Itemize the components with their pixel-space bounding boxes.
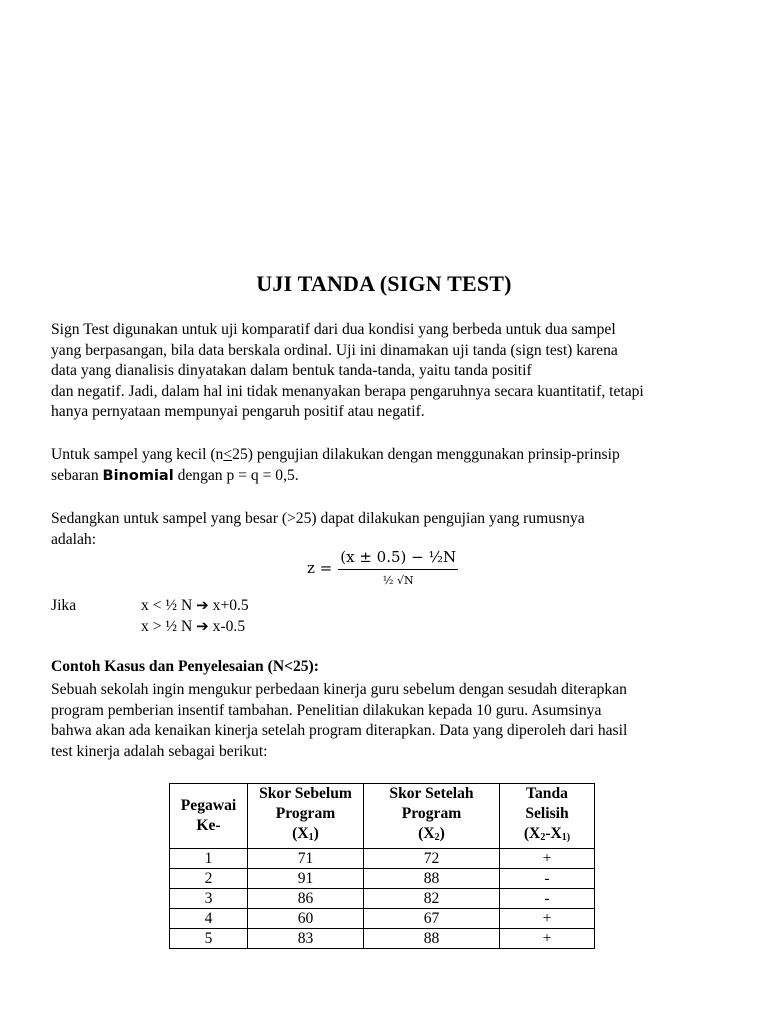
text-span: sebaran xyxy=(51,466,103,484)
large-sample-line: adalah: xyxy=(51,530,97,548)
table-row xyxy=(170,889,595,909)
cell-before: 86 xyxy=(248,889,364,909)
formula-denominator: ½ √N xyxy=(382,574,414,587)
header-subscript: 2 xyxy=(434,832,440,843)
header-text: Program xyxy=(401,805,462,822)
table-row xyxy=(170,849,595,869)
header-text: Pegawai xyxy=(180,797,237,814)
header-text: Skor Setelah xyxy=(389,785,474,802)
example-line: test kinerja adalah sebagai berikut: xyxy=(51,742,268,760)
formula-fraction xyxy=(338,548,458,587)
example-line: program pemberian insentif tambahan. Penelitian dilakukan kepada 10 guru. Asumsinya xyxy=(51,701,602,719)
cell-sign: - xyxy=(500,869,595,889)
header-subscript: 1) xyxy=(561,832,571,843)
header-pegawai xyxy=(170,784,248,849)
cell-before: 71 xyxy=(248,849,364,869)
cell-sign: + xyxy=(500,909,595,929)
leq-symbol: < xyxy=(223,446,233,463)
binomial-term: Binomial xyxy=(102,467,174,484)
header-text: (X xyxy=(523,825,541,842)
cell-no: 5 xyxy=(170,929,248,949)
cell-after: 67 xyxy=(364,909,500,929)
condition-result: x-0.5 xyxy=(212,618,246,635)
header-after xyxy=(364,784,500,849)
cell-after: 88 xyxy=(364,869,500,889)
intro-paragraph xyxy=(51,320,717,423)
cell-no: 3 xyxy=(170,889,248,909)
intro-line: hanya pernyataan mempunyai pengaruh positif atau negatif. xyxy=(51,403,425,420)
z-formula xyxy=(307,548,458,587)
conditions-label: Jika xyxy=(51,597,77,614)
condition-row xyxy=(141,595,249,616)
table-header-row xyxy=(170,784,595,849)
intro-line: Sign Test digunakan untuk uji komparatif dari dua kondisi yang berbeda untuk dua sampel xyxy=(51,321,616,338)
text-span: dengan p = q = 0,5. xyxy=(173,466,299,484)
header-subscript: 2 xyxy=(540,832,546,843)
cell-after: 82 xyxy=(364,889,500,909)
small-sample-line xyxy=(51,445,717,466)
header-text: Skor Sebelum xyxy=(259,785,352,802)
text-span: 25) pengujian dilakukan dengan menggunakan prinsip-prinsip xyxy=(232,446,620,463)
arrow-icon: ➔ xyxy=(196,617,209,635)
header-text: (X xyxy=(292,825,309,842)
header-subscript: 1 xyxy=(308,832,314,843)
condition-result: x+0.5 xyxy=(212,597,249,614)
header-text: (X xyxy=(418,825,435,842)
intro-line: data yang dianalisis dinyatakan dalam bentuk tanda-tanda, yaitu tanda positif xyxy=(51,362,532,379)
example-heading: Contoh Kasus dan Penyelesaian (N<25): xyxy=(51,658,319,675)
example-line: Sebuah sekolah ingin mengukur perbedaan kinerja guru sebelum dengan sesudah diterapkan xyxy=(51,681,627,698)
small-sample-paragraph xyxy=(51,445,717,486)
small-sample-line xyxy=(51,466,717,487)
arrow-icon: ➔ xyxy=(196,596,209,614)
header-text: Selisih xyxy=(525,805,569,822)
cell-after: 88 xyxy=(364,929,500,949)
condition-text: x > ½ N xyxy=(141,618,193,635)
cell-before: 91 xyxy=(248,869,364,889)
cell-before: 83 xyxy=(248,929,364,949)
header-text: Ke- xyxy=(196,817,221,834)
cell-sign: + xyxy=(500,849,595,869)
cell-after: 72 xyxy=(364,849,500,869)
intro-line: yang berpasangan, bila data berskala ordinal. Uji ini dinamakan uji tanda (sign test) karena xyxy=(51,341,618,359)
example-paragraph xyxy=(51,680,717,762)
large-sample-paragraph xyxy=(51,509,717,550)
text-span: Untuk sampel yang kecil (n xyxy=(51,446,224,463)
large-sample-line: Sedangkan untuk sampel yang besar (>25) dapat dilakukan pengujian yang rumusnya xyxy=(51,510,585,527)
header-text: Program xyxy=(275,805,336,822)
score-table xyxy=(169,783,595,949)
header-before xyxy=(248,784,364,849)
page-title: UJI TANDA (SIGN TEST) xyxy=(256,271,512,296)
header-text: Tanda xyxy=(526,785,568,802)
cell-sign: - xyxy=(500,889,595,909)
table-row xyxy=(170,929,595,949)
intro-line: dan negatif. Jadi, dalam hal ini tidak menanyakan berapa pengaruhnya secara kuantitatif, tetapi xyxy=(51,382,644,400)
cell-no: 4 xyxy=(170,909,248,929)
condition-text: x < ½ N xyxy=(141,597,193,614)
example-line: bahwa akan ada kenaikan kinerja setelah program diterapkan. Data yang diperoleh dari hasil xyxy=(51,722,628,739)
table-row xyxy=(170,869,595,889)
cell-before: 60 xyxy=(248,909,364,929)
formula-numerator: (x ± 0.5) − ½N xyxy=(338,548,458,570)
condition-row xyxy=(141,616,245,637)
header-text: ) xyxy=(313,825,319,842)
cell-no: 2 xyxy=(170,869,248,889)
cell-sign: + xyxy=(500,929,595,949)
header-text: -X xyxy=(545,825,562,842)
cell-no: 1 xyxy=(170,849,248,869)
table-row xyxy=(170,909,595,929)
header-sign xyxy=(500,784,595,849)
formula-lhs: z = xyxy=(307,558,333,577)
header-text: ) xyxy=(439,825,445,842)
